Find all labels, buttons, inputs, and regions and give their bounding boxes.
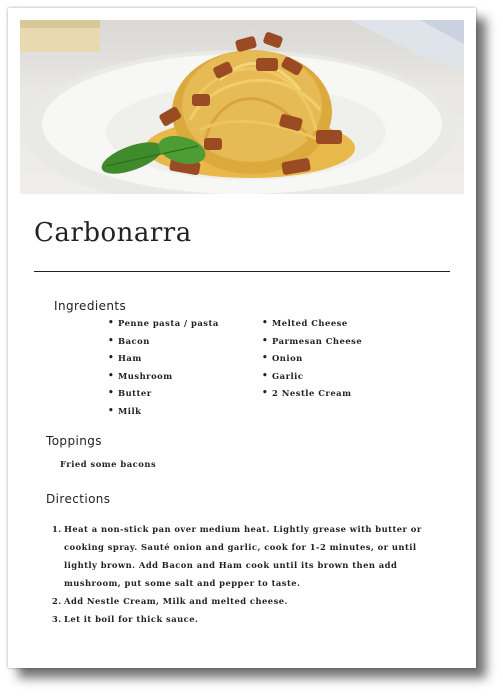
ingredient-item: • Mushroom [108,368,219,386]
directions-heading: Directions [46,492,111,506]
toppings-text: Fried some bacons [60,459,157,469]
toppings-heading: Toppings [46,434,102,448]
recipe-title: Carbonarra [34,218,192,248]
ingredient-item: • Parmesan Cheese [262,333,362,351]
ingredients-list-right [262,315,362,403]
ingredient-item: • Penne pasta / pasta [108,315,219,333]
ingredient-item: • Butter [108,385,219,403]
direction-step: 1. Heat a non-stick pan over medium heat. Lightly grease with butter or cooking spray. Sauté onion and garlic, cook for 1-2 minutes, or until lightly brown. Add Bacon and Ham cook until its brown then add mushroom, put some salt and pepper to taste. [52,524,422,588]
directions-list [52,520,444,628]
ingredients-heading: Ingredients [54,299,127,313]
ingredients-list-left [108,315,219,420]
direction-step: 3. Let it boil for thick sauce. [52,614,199,624]
carbonara-illustration [20,20,464,194]
ingredient-item: • Garlic [262,368,362,386]
ingredient-item: • Onion [262,350,362,368]
ingredient-item: • Bacon [108,333,219,351]
ingredient-item: • Milk [108,403,219,421]
carbonara-photo [20,20,464,194]
ingredient-item: • 2 Nestle Cream [262,385,362,403]
ingredient-item: • Ham [108,350,219,368]
ingredient-item: • Melted Cheese [262,315,362,333]
recipe-card [8,8,476,668]
title-divider [34,271,450,272]
direction-step: 2. Add Nestle Cream, Milk and melted cheese. [52,596,288,606]
